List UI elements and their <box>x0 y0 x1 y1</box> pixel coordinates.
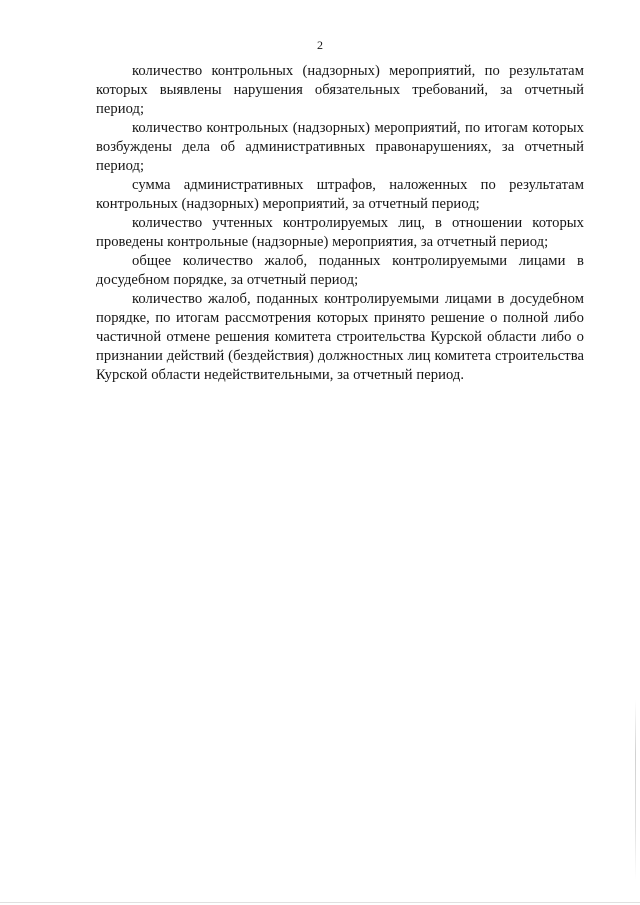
paragraph-controlled-persons-count: количество учтенных контролируемых лиц, в отношении которых проведены контрольные (надзорные) мероприятия, за отчетный период; <box>96 215 584 250</box>
paragraph-complaints-total: общее количество жалоб, поданных контролируемыми лицами в досудебном порядке, за отчетный период; <box>96 253 584 288</box>
paragraph-violations-count: количество контрольных (надзорных) мероприятий, по результатам которых выявлены нарушения обязательных требований, за отчетный период; <box>96 63 584 117</box>
scan-edge-artifact <box>635 700 636 880</box>
paragraph-fines-sum: сумма административных штрафов, наложенных по результатам контрольных (надзорных) мероприятий, за отчетный период; <box>96 177 584 212</box>
document-body <box>96 62 584 385</box>
paragraph-complaints-upheld: количество жалоб, поданных контролируемыми лицами в досудебном порядке, по итогам рассмотрения которых принято решение о полной либо частичной отмене решения комитета строительства Курской области либо о признании действий (бездействия) должностных лиц комитета строительства Курской области недействительными, за отчетный период. <box>96 291 584 383</box>
paragraph-administrative-cases-count: количество контрольных (надзорных) мероприятий, по итогам которых возбуждены дела об административных правонарушениях, за отчетный период; <box>96 120 584 174</box>
scan-bottom-artifact <box>0 902 640 903</box>
page-number: 2 <box>317 38 323 52</box>
